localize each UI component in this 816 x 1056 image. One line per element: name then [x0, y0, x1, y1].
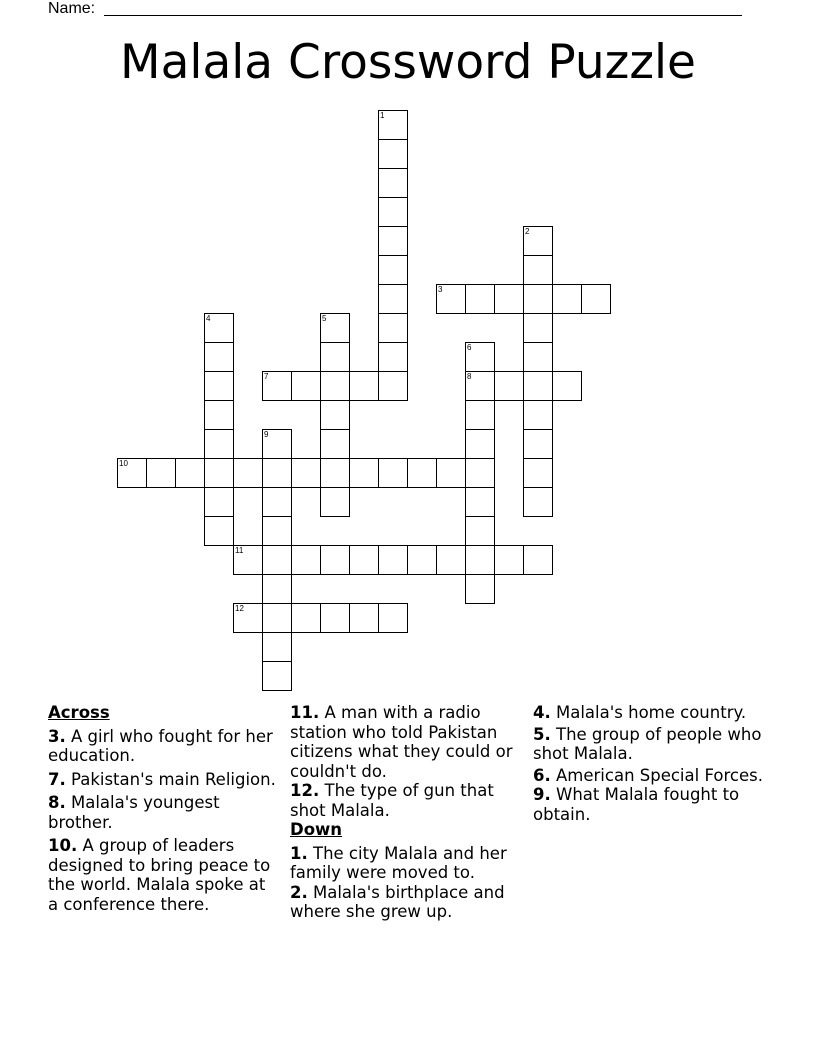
grid-cell[interactable]	[407, 458, 437, 488]
clue-number-label: 2	[525, 227, 530, 236]
down-header: Down	[290, 820, 343, 839]
grid-cell[interactable]	[523, 284, 553, 314]
clue-text: The type of gun that shot Malala.	[290, 781, 494, 820]
grid-cell[interactable]	[262, 574, 292, 604]
clue-down-5	[533, 725, 763, 764]
clue-number-label: 3	[438, 285, 443, 294]
clue-across-7	[48, 770, 278, 790]
grid-cell[interactable]	[378, 284, 408, 314]
clue-number: 7.	[48, 769, 66, 789]
clue-text: Malala's youngest brother.	[48, 793, 220, 832]
grid-cell[interactable]	[204, 429, 234, 459]
grid-cell[interactable]	[262, 632, 292, 662]
clue-text: Malala's birthplace and where she grew up.	[290, 882, 505, 921]
clue-text: Malala's home country.	[556, 703, 747, 722]
clue-number-label: 9	[264, 430, 269, 439]
grid-cell[interactable]	[320, 603, 350, 633]
grid-cell[interactable]	[320, 487, 350, 517]
clue-text: What Malala fought to obtain.	[533, 785, 740, 824]
grid-cell[interactable]	[349, 458, 379, 488]
grid-cell[interactable]	[465, 284, 495, 314]
grid-cell[interactable]	[262, 516, 292, 546]
grid-cell[interactable]	[291, 603, 321, 633]
clue-number-label: 1	[380, 111, 385, 120]
grid-cell[interactable]	[552, 371, 582, 401]
grid-cell[interactable]	[291, 545, 321, 575]
grid-cell[interactable]	[146, 458, 176, 488]
clue-down-1	[290, 844, 520, 883]
grid-cell[interactable]	[262, 545, 292, 575]
clue-across-10	[48, 836, 278, 914]
page-title: Malala Crossword Puzzle	[120, 35, 696, 90]
grid-cell[interactable]	[523, 429, 553, 459]
grid-cell[interactable]	[262, 487, 292, 517]
grid-cell[interactable]	[523, 342, 553, 372]
grid-cell[interactable]	[523, 487, 553, 517]
clue-number-label: 5	[322, 314, 327, 323]
grid-cell[interactable]	[523, 458, 553, 488]
clue-down-4	[533, 703, 763, 723]
grid-cell[interactable]	[465, 487, 495, 517]
grid-cell[interactable]	[465, 400, 495, 430]
clue-across-3	[48, 727, 278, 766]
grid-cell[interactable]	[320, 545, 350, 575]
clue-text: A girl who fought for her education.	[48, 726, 273, 765]
grid-cell[interactable]	[465, 516, 495, 546]
clue-number-label: 10	[119, 459, 128, 468]
clue-text: The group of people who shot Malala.	[533, 724, 762, 763]
clue-across-8	[48, 793, 278, 832]
grid-cell[interactable]	[204, 516, 234, 546]
clue-number-label: 6	[467, 343, 472, 352]
clue-text: A group of leaders designed to bring peace to the world. Malala spoke at a conference there.	[48, 836, 271, 914]
grid-cell[interactable]	[349, 545, 379, 575]
clue-number-label: 7	[264, 372, 269, 381]
grid-cell[interactable]	[378, 371, 408, 401]
grid-cell[interactable]	[320, 400, 350, 430]
clue-number-label: 4	[206, 314, 211, 323]
clue-number: 3.	[48, 726, 66, 746]
grid-cell[interactable]	[378, 255, 408, 285]
grid-cell[interactable]	[378, 603, 408, 633]
clue-text: A man with a radio station who told Pakistan citizens what they could or couldn't do.	[290, 703, 513, 781]
grid-cell[interactable]	[233, 458, 263, 488]
grid-cell[interactable]	[581, 284, 611, 314]
grid-cell[interactable]	[494, 545, 524, 575]
grid-cell[interactable]	[204, 371, 234, 401]
clues-column-1	[48, 703, 278, 914]
grid-cell[interactable]	[320, 371, 350, 401]
grid-cell[interactable]	[407, 545, 437, 575]
grid-cell[interactable]	[523, 313, 553, 343]
clue-number: 6.	[533, 765, 551, 785]
grid-cell[interactable]	[465, 429, 495, 459]
clue-number: 10.	[48, 836, 78, 855]
clue-number: 2.	[290, 882, 308, 902]
grid-cell[interactable]	[378, 342, 408, 372]
clue-down-9	[533, 785, 763, 824]
grid-cell[interactable]	[378, 168, 408, 198]
grid-cell[interactable]	[494, 371, 524, 401]
clue-number: 5.	[533, 724, 551, 744]
clue-down-6	[533, 766, 763, 786]
grid-cell[interactable]	[291, 458, 321, 488]
clue-text: Pakistan's main Religion.	[71, 769, 276, 789]
clue-number: 1.	[290, 843, 308, 863]
clue-down-2	[290, 883, 520, 922]
grid-cell[interactable]	[349, 371, 379, 401]
clue-number: 4.	[533, 703, 551, 722]
clue-number-label: 12	[235, 604, 244, 613]
grid-cell[interactable]	[204, 458, 234, 488]
across-header: Across	[48, 703, 110, 722]
grid-cell[interactable]	[552, 284, 582, 314]
grid-cell[interactable]	[436, 458, 466, 488]
grid-cell[interactable]	[262, 661, 292, 691]
clue-number-label: 11	[235, 546, 244, 555]
grid-cell[interactable]	[378, 458, 408, 488]
grid-cell[interactable]	[523, 400, 553, 430]
clue-text: The city Malala and her family were moved to.	[290, 843, 507, 882]
grid-cell[interactable]	[378, 545, 408, 575]
grid-cell[interactable]	[262, 458, 292, 488]
clue-number-label: 8	[467, 372, 472, 381]
grid-cell[interactable]	[349, 603, 379, 633]
grid-cell[interactable]	[204, 487, 234, 517]
grid-cell[interactable]	[378, 226, 408, 256]
grid-cell[interactable]	[465, 545, 495, 575]
name-label: Name:	[48, 0, 96, 17]
clue-number: 8.	[48, 793, 66, 812]
clues-column-2	[290, 703, 520, 922]
clue-number: 12.	[290, 781, 320, 800]
grid-cell[interactable]	[436, 545, 466, 575]
grid-cell[interactable]	[494, 284, 524, 314]
grid-cell[interactable]	[523, 371, 553, 401]
grid-cell[interactable]	[204, 400, 234, 430]
clue-number: 9.	[533, 785, 551, 804]
clue-across-11	[290, 703, 520, 781]
grid-cell[interactable]	[204, 342, 234, 372]
grid-cell[interactable]	[378, 197, 408, 227]
grid-cell[interactable]	[262, 603, 292, 633]
grid-cell[interactable]	[378, 313, 408, 343]
grid-cell[interactable]	[465, 458, 495, 488]
clues-column-3	[533, 703, 763, 824]
clue-number: 11.	[290, 703, 320, 722]
grid-cell[interactable]	[523, 545, 553, 575]
clue-across-12	[290, 781, 520, 820]
grid-cell[interactable]	[378, 139, 408, 169]
clue-text: American Special Forces.	[556, 765, 763, 785]
grid-cell[interactable]	[465, 574, 495, 604]
grid-cell[interactable]	[320, 342, 350, 372]
grid-cell[interactable]	[291, 371, 321, 401]
grid-cell[interactable]	[175, 458, 205, 488]
grid-cell[interactable]	[320, 429, 350, 459]
grid-cell[interactable]	[320, 458, 350, 488]
grid-cell[interactable]	[523, 255, 553, 285]
